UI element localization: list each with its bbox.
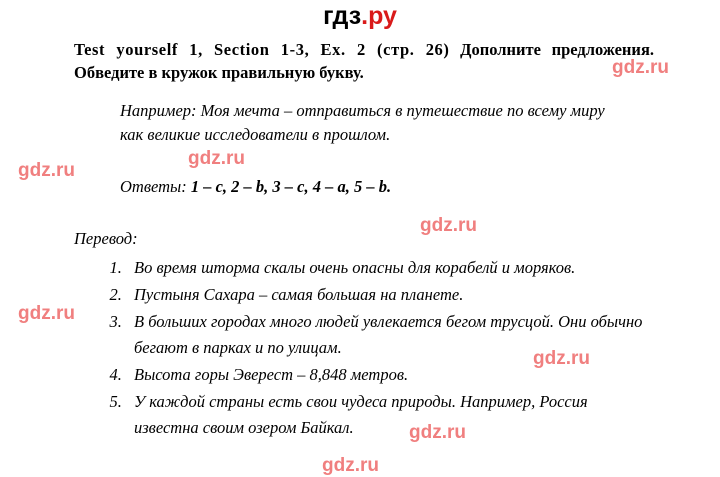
list-item (126, 255, 654, 281)
task-instruction: Дополните предложения. Обведите в кружок правильную букву (74, 40, 654, 83)
answers-label: Ответы: (120, 177, 187, 196)
answers-block (120, 177, 654, 197)
example-text: Моя мечта – отправиться в путешествие по всему миру как великие исследователи в прошлом. (120, 100, 605, 144)
example-block (120, 99, 630, 147)
translation-text: Высота горы Эверест – 8,848 метров. (134, 365, 409, 385)
watermark: gdz.ru (533, 348, 590, 369)
task-reference: Test yourself 1, Section 1-3, Ex. 2 (стр. 26) (74, 40, 450, 59)
watermark: gdz.ru (18, 160, 75, 181)
list-item (126, 389, 654, 441)
watermark: gdz.ru (188, 148, 245, 169)
watermark: gdz.ru (18, 303, 75, 324)
translation-text: У каждой страны есть свои чудеса природы. Например, Россия известна своим озером Байкал. (134, 392, 588, 438)
list-item (126, 282, 654, 308)
watermark: gdz.ru (322, 455, 379, 476)
translation-text: Пустыня Сахара – самая большая на планете. (134, 285, 464, 305)
translation-text: Во время шторма скалы очень опасны для корабелй и моряков. (134, 258, 576, 277)
task-period: . (359, 63, 364, 83)
site-logo-red: .ру (361, 2, 397, 30)
site-logo (0, 2, 720, 31)
translation-list (74, 255, 654, 441)
translation-text: В больших городах много людей увлекается бегом трусцой. Они обычно бегают в парках и по улицам. (134, 312, 643, 358)
answers-values: 1 – c, 2 – b, 3 – c, 4 – a, 5 – b. (186, 177, 392, 196)
watermark: gdz.ru (420, 215, 477, 236)
watermark: gdz.ru (612, 57, 669, 78)
translation-label: Перевод: (74, 229, 138, 248)
task-heading (74, 38, 654, 85)
watermark: gdz.ru (409, 422, 466, 443)
exercise-content (74, 38, 654, 442)
list-item (126, 362, 654, 388)
list-item (126, 309, 654, 361)
site-logo-black: гдз (323, 2, 362, 30)
example-label: Например: (120, 100, 197, 120)
